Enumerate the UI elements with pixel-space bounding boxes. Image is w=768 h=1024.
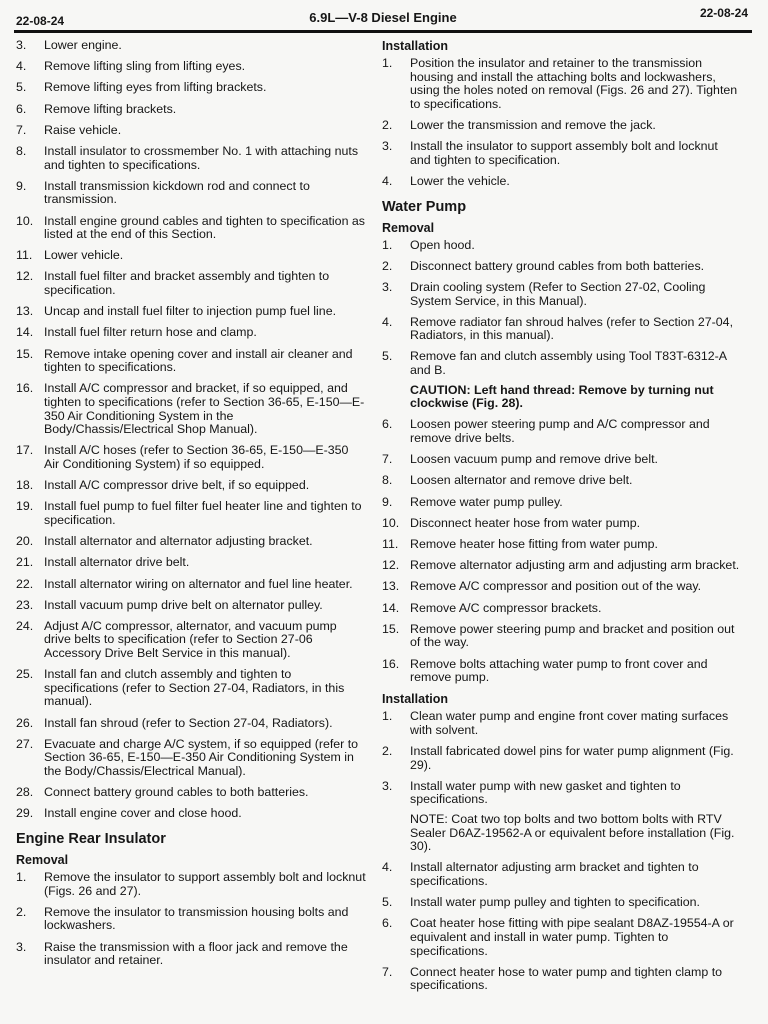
step-text [410, 281, 740, 308]
step-text [44, 326, 366, 340]
step-text-body: Disconnect battery ground cables from both batteries. [410, 258, 705, 273]
list-item [380, 658, 740, 685]
step-text-body: Open hood. [410, 237, 475, 252]
step-text [44, 717, 366, 731]
step-text-body: Install water pump pulley and tighten to specification. [410, 895, 700, 910]
step-number: 7. [382, 964, 393, 979]
step-text [410, 917, 740, 958]
step-text [44, 249, 366, 263]
step-text-body: Remove lifting brackets. [44, 101, 177, 116]
list-item [14, 807, 366, 821]
step-number: 7. [16, 122, 27, 137]
list-item [380, 418, 740, 445]
step-number: 10. [16, 213, 34, 228]
step-text [44, 668, 366, 709]
step-text [44, 124, 366, 138]
list-item [380, 861, 740, 888]
subheading-removal: Removal [382, 220, 435, 235]
step-text-body: Install insulator to crossmember No. 1 with attaching nuts and tighten to specifications. [44, 143, 359, 172]
list-item [380, 896, 740, 910]
list-item [14, 249, 366, 263]
step-text-body: Install engine cover and close hood. [44, 806, 242, 821]
step-text [410, 496, 740, 510]
step-text [44, 270, 366, 297]
step-text [410, 780, 740, 854]
step-text [410, 175, 740, 189]
step-text-body: Install A/C compressor and bracket, if so equipped, and tighten to specifications (refer to Section 36-65, E-150—E-350 Air Conditioning System in the Body/Chassis/Electrical Shop Manual). [44, 381, 365, 437]
caution-text: CAUTION: Left hand thread: Remove by turning nut clockwise (Fig. 28). [410, 382, 714, 411]
step-number: 3. [382, 279, 393, 294]
step-text [44, 738, 366, 779]
list-item [14, 941, 366, 968]
step-text-body: Install A/C compressor drive belt, if so equipped. [44, 478, 310, 493]
step-text [44, 180, 366, 207]
step-number: 13. [16, 304, 34, 319]
step-number: 6. [382, 916, 393, 931]
step-text-body: Remove A/C compressor brackets. [410, 600, 602, 615]
step-text-body: Install fuel pump to fuel filter fuel heater line and tighten to specification. [44, 499, 362, 527]
rear-insulator-installation-steps [380, 57, 740, 189]
step-text [410, 350, 740, 410]
step-text [44, 382, 366, 436]
step-number: 14. [16, 325, 34, 340]
step-text-body: Raise the transmission with a floor jack and remove the insulator and retainer. [44, 939, 348, 968]
step-text-body: Lower the vehicle. [410, 173, 510, 188]
step-number: 6. [382, 417, 393, 432]
step-number: 18. [16, 478, 34, 493]
list-item [14, 103, 366, 117]
step-number: 14. [382, 600, 400, 615]
step-text [44, 786, 366, 800]
list-item [14, 738, 366, 779]
step-text-body: Remove lifting eyes from lifting brackets. [44, 80, 267, 95]
list-item [380, 119, 740, 133]
step-text-body: Install alternator and alternator adjusting bracket. [44, 534, 313, 549]
step-text [410, 623, 740, 650]
step-text [410, 57, 740, 111]
step-number: 24. [16, 618, 34, 633]
step-text-body: Lower the transmission and remove the jack. [410, 117, 656, 132]
step-text-body: Position the insulator and retainer to the transmission housing and install the attaching bolts and lockwashers, using the holes noted on removal (Figs. 26 and 27). Tighten to specifications. [410, 56, 738, 111]
list-item [14, 305, 366, 319]
step-number: 6. [16, 101, 27, 116]
step-text [44, 941, 366, 968]
page-title: 6.9L—V-8 Diesel Engine [309, 10, 457, 25]
step-text [410, 239, 740, 253]
list-item [380, 140, 740, 167]
step-number: 25. [16, 667, 34, 682]
step-text [44, 479, 366, 493]
list-item [380, 175, 740, 189]
step-number: 10. [382, 515, 400, 530]
step-number: 8. [16, 143, 27, 158]
step-text-body: Drain cooling system (Refer to Section 27-02, Cooling System Service, in this Manual). [410, 279, 706, 308]
list-item [14, 124, 366, 138]
step-number: 1. [16, 869, 27, 884]
step-text-body: Coat heater hose fitting with pipe sealant D8AZ-19554-A or equivalent and install in water pump. Tighten to specifications. [410, 916, 734, 958]
list-item [14, 215, 366, 242]
list-item [14, 382, 366, 436]
step-text-body: Install water pump with new gasket and tighten to specifications. [410, 778, 681, 807]
list-item [14, 180, 366, 207]
page-header [14, 8, 752, 33]
step-text-body: Remove power steering pump and bracket and position out of the way. [410, 621, 735, 650]
step-text [410, 517, 740, 531]
list-item [380, 966, 740, 993]
step-text [410, 602, 740, 616]
step-text-body: Loosen alternator and remove drive belt. [410, 473, 633, 488]
step-text-body: Evacuate and charge A/C system, if so equipped (refer to Section 36-65, E-150—E-350 Air Conditioning System in the Body/Chassis/Electrical Manual). [44, 736, 359, 778]
step-text-body: Remove lifting sling from lifting eyes. [44, 59, 246, 74]
step-number: 4. [16, 59, 27, 74]
list-item [14, 444, 366, 471]
step-text-body: Adjust A/C compressor, alternator, and vacuum pump drive belts to specification (refer to Section 27-06 Accessory Drive Belt Service in this manual). [44, 618, 337, 661]
step-number: 22. [16, 576, 34, 591]
list-item [380, 917, 740, 958]
step-number: 11. [16, 248, 33, 263]
step-text-body: Install the insulator to support assembly bolt and locknut and tighten to specification. [410, 139, 718, 167]
list-item [380, 496, 740, 510]
step-text-body: Remove radiator fan shroud halves (refer to Section 27-04, Radiators, in this manual). [410, 314, 734, 343]
step-text [44, 620, 366, 661]
step-text [410, 119, 740, 133]
step-text [44, 60, 366, 74]
list-item [380, 780, 740, 854]
list-item [14, 620, 366, 661]
step-number: 7. [382, 452, 393, 467]
step-number: 15. [382, 621, 400, 636]
step-text [44, 906, 366, 933]
step-number: 4. [382, 314, 393, 329]
step-number: 13. [382, 579, 400, 594]
step-text [44, 535, 366, 549]
step-number: 16. [382, 656, 400, 671]
page-number-left: 22-08-24 [16, 14, 65, 28]
list-item [14, 326, 366, 340]
step-number: 2. [382, 258, 393, 273]
list-item [14, 348, 366, 375]
step-number: 3. [382, 139, 393, 154]
step-number: 4. [382, 860, 393, 875]
step-text-body: Install vacuum pump drive belt on alternator pulley. [44, 597, 323, 612]
step-text-body: Remove water pump pulley. [410, 494, 563, 509]
list-item [380, 57, 740, 111]
step-number: 1. [382, 709, 393, 724]
section-heading-rear-insulator: Engine Rear Insulator [16, 830, 166, 847]
right-column [380, 39, 740, 1001]
list-item [380, 623, 740, 650]
step-text [44, 348, 366, 375]
step-number: 3. [16, 38, 27, 52]
step-number: 4. [382, 173, 393, 188]
step-text-body: Install fan and clutch assembly and tighten to specifications (refer to Section 27-04, Radiators, in this manual). [44, 667, 345, 709]
list-item [380, 559, 740, 573]
step-text-body: Clean water pump and engine front cover mating surfaces with solvent. [410, 709, 729, 737]
step-text-body: Remove bolts attaching water pump to front cover and remove pump. [410, 656, 708, 685]
step-text [410, 418, 740, 445]
step-text-body: Remove intake opening cover and install air cleaner and tighten to specifications. [44, 346, 353, 375]
list-item [14, 578, 366, 592]
water-pump-installation-steps [380, 710, 740, 993]
subheading-removal: Removal [16, 852, 69, 867]
list-item [14, 717, 366, 731]
step-number: 20. [16, 534, 34, 549]
step-number: 16. [16, 381, 34, 396]
step-text-body: Install fuel filter return hose and clamp. [44, 325, 257, 340]
step-text [44, 556, 366, 570]
list-item [14, 479, 366, 493]
step-number: 5. [382, 349, 393, 364]
list-item [380, 602, 740, 616]
list-item [14, 786, 366, 800]
list-item [380, 239, 740, 253]
step-text-body: Install alternator wiring on alternator and fuel line heater. [44, 576, 353, 591]
engine-install-steps [14, 39, 366, 821]
step-text [410, 140, 740, 167]
step-text-body: Lower vehicle. [44, 248, 124, 263]
step-text [44, 305, 366, 319]
step-text [410, 966, 740, 993]
step-text-body: Disconnect heater hose from water pump. [410, 515, 641, 530]
note-text: NOTE: Coat two top bolts and two bottom bolts with RTV Sealer D6AZ-19562-A or equivalent before installation (Fig. 30). [410, 812, 735, 854]
step-text [410, 260, 740, 274]
step-text-body: Remove the insulator to support assembly bolt and locknut (Figs. 26 and 27). [44, 869, 366, 898]
list-item [380, 453, 740, 467]
step-text-body: Install alternator adjusting arm bracket and tighten to specifications. [410, 860, 699, 888]
step-text [44, 444, 366, 471]
list-item [14, 81, 366, 95]
step-text [410, 316, 740, 343]
page-number-right: 22-08-24 [699, 6, 748, 20]
step-number: 5. [382, 895, 393, 910]
step-text [410, 453, 740, 467]
step-text-body: Install fan shroud (refer to Section 27-04, Radiators). [44, 715, 333, 730]
step-text [44, 215, 366, 242]
step-text [44, 578, 366, 592]
step-number: 9. [382, 494, 393, 509]
two-column-body [14, 39, 752, 1001]
left-column [14, 39, 366, 1001]
list-item [380, 281, 740, 308]
list-item [380, 517, 740, 531]
step-number: 21. [16, 555, 34, 570]
step-text [410, 474, 740, 488]
list-item [14, 599, 366, 613]
step-number: 5. [16, 80, 27, 95]
step-text-body: Connect battery ground cables to both batteries. [44, 785, 309, 800]
list-item [14, 60, 366, 74]
step-number: 29. [16, 806, 34, 821]
step-text [410, 658, 740, 685]
step-text-body: Remove heater hose fitting from water pump. [410, 536, 658, 551]
step-number: 2. [382, 117, 393, 132]
step-text-body: Loosen power steering pump and A/C compressor and remove drive belts. [410, 417, 710, 446]
list-item [380, 260, 740, 274]
list-item [380, 538, 740, 552]
subheading-installation: Installation [382, 39, 448, 53]
step-text-body: Install alternator drive belt. [44, 555, 190, 570]
list-item [14, 270, 366, 297]
step-number: 2. [382, 744, 393, 759]
step-text [44, 145, 366, 172]
step-number: 1. [382, 237, 393, 252]
list-item [380, 350, 740, 410]
step-text-body: Uncap and install fuel filter to injection pump fuel line. [44, 304, 337, 319]
step-text-body: Remove A/C compressor and position out of the way. [410, 579, 702, 594]
list-item [380, 316, 740, 343]
list-item [14, 556, 366, 570]
step-number: 12. [382, 558, 400, 573]
step-text-body: Install transmission kickdown rod and connect to transmission. [44, 178, 310, 207]
list-item [14, 39, 366, 53]
step-text-body: Raise vehicle. [44, 122, 122, 137]
water-pump-removal-steps [380, 239, 740, 685]
step-number: 12. [16, 269, 34, 284]
step-text-body: Install engine ground cables and tighten to specification as listed at the end of this Section. [44, 213, 365, 242]
step-number: 17. [16, 443, 34, 458]
step-number: 26. [16, 715, 34, 730]
list-item [14, 535, 366, 549]
step-number: 27. [16, 736, 34, 751]
step-number: 8. [382, 473, 393, 488]
step-text [410, 559, 740, 573]
step-text-body: Remove fan and clutch assembly using Tool T83T-6312-A and B. [410, 349, 727, 378]
step-text-body: Loosen vacuum pump and remove drive belt. [410, 452, 658, 467]
step-text-body: Lower engine. [44, 38, 122, 52]
step-text [44, 599, 366, 613]
step-number: 2. [16, 904, 27, 919]
list-item [14, 145, 366, 172]
list-item [14, 871, 366, 898]
step-number: 1. [382, 56, 393, 70]
step-text [44, 871, 366, 898]
step-text [410, 710, 740, 737]
step-text [44, 39, 366, 53]
subheading-installation: Installation [382, 692, 448, 707]
step-text [44, 103, 366, 117]
list-item [380, 745, 740, 772]
step-text-body: Remove alternator adjusting arm and adjusting arm bracket. [410, 558, 740, 573]
step-text [410, 580, 740, 594]
step-number: 15. [16, 346, 34, 361]
step-text [410, 538, 740, 552]
list-item [14, 906, 366, 933]
step-text [410, 861, 740, 888]
list-item [14, 668, 366, 709]
list-item [380, 474, 740, 488]
step-number: 23. [16, 597, 34, 612]
step-text-body: Remove the insulator to transmission housing bolts and lockwashers. [44, 904, 349, 933]
list-item [14, 500, 366, 527]
step-number: 19. [16, 499, 34, 514]
step-text [410, 745, 740, 772]
list-item [380, 710, 740, 737]
step-text-body: Connect heater hose to water pump and tighten clamp to specifications. [410, 964, 723, 993]
step-number: 9. [16, 178, 27, 193]
step-text-body: Install fuel filter and bracket assembly and tighten to specification. [44, 269, 330, 298]
step-text [410, 896, 740, 910]
rear-insulator-removal-steps [14, 871, 366, 968]
step-text [44, 807, 366, 821]
step-number: 3. [16, 939, 27, 954]
list-item [380, 580, 740, 594]
section-heading-water-pump: Water Pump [382, 198, 467, 215]
step-number: 3. [382, 778, 393, 793]
step-text [44, 81, 366, 95]
step-text-body: Install fabricated dowel pins for water pump alignment (Fig. 29). [410, 744, 734, 772]
step-text [44, 500, 366, 527]
step-text-body: Install A/C hoses (refer to Section 36-65, E-150—E-350 Air Conditioning System) if so equipped. [44, 443, 349, 471]
step-number: 28. [16, 785, 34, 800]
step-number: 11. [382, 536, 399, 551]
